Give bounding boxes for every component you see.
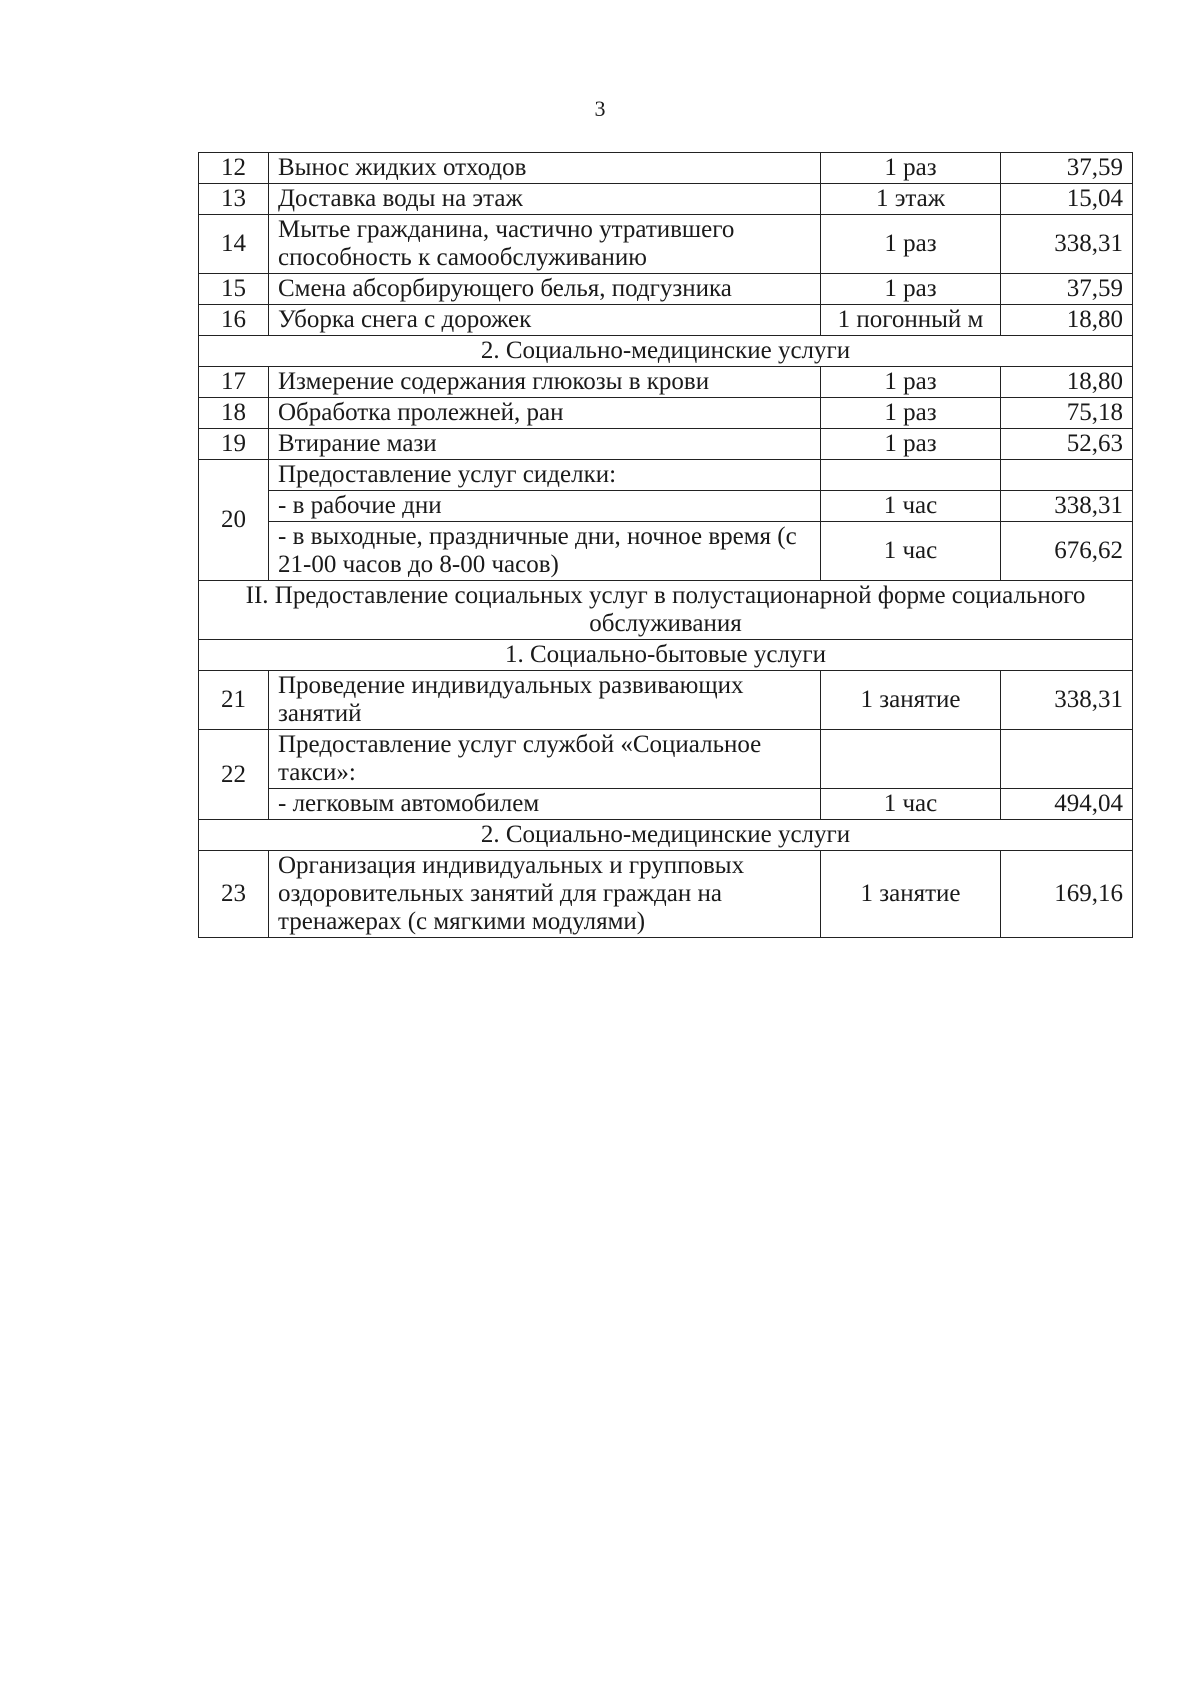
service-name: Предоставление услуг сиделки: — [269, 460, 821, 491]
service-name: Организация индивидуальных и групповых оздоровительных занятий для граждан на тренажерах (с мягкими модулями) — [269, 851, 821, 938]
service-price: 37,59 — [1001, 274, 1133, 305]
unit-of-measure: 1 этаж — [821, 184, 1001, 215]
row-number: 17 — [199, 367, 269, 398]
table-body — [199, 153, 1133, 938]
table-row-subitem — [199, 491, 1133, 522]
service-price: 169,16 — [1001, 851, 1133, 938]
service-price: 37,59 — [1001, 153, 1133, 184]
service-price: 676,62 — [1001, 522, 1133, 581]
section-title: 2. Социально-медицинские услуги — [199, 336, 1133, 367]
row-number: 19 — [199, 429, 269, 460]
section-title: 2. Социально-медицинские услуги — [199, 820, 1133, 851]
table-row-group-header — [199, 460, 1133, 491]
table-row-subitem — [199, 789, 1133, 820]
unit-of-measure: 1 занятие — [821, 671, 1001, 730]
table-row — [199, 184, 1133, 215]
service-subitem-name: - легковым автомобилем — [269, 789, 821, 820]
service-price: 15,04 — [1001, 184, 1133, 215]
row-number: 14 — [199, 215, 269, 274]
unit-of-measure: 1 раз — [821, 429, 1001, 460]
row-number: 18 — [199, 398, 269, 429]
service-name: Проведение индивидуальных развивающих занятий — [269, 671, 821, 730]
service-name: Уборка снега с дорожек — [269, 305, 821, 336]
service-name: Предоставление услуг службой «Социальное такси»: — [269, 730, 821, 789]
unit-of-measure: 1 раз — [821, 153, 1001, 184]
unit-of-measure — [821, 460, 1001, 491]
table-row — [199, 671, 1133, 730]
service-price — [1001, 730, 1133, 789]
service-name: Вынос жидких отходов — [269, 153, 821, 184]
service-subitem-name: - в выходные, праздничные дни, ночное время (с 21-00 часов до 8-00 часов) — [269, 522, 821, 581]
section-header-row — [199, 581, 1133, 640]
page-number: 3 — [594, 96, 606, 121]
service-price: 494,04 — [1001, 789, 1133, 820]
table-row — [199, 851, 1133, 938]
service-price: 338,31 — [1001, 671, 1133, 730]
row-number: 23 — [199, 851, 269, 938]
service-name: Втирание мази — [269, 429, 821, 460]
service-price — [1001, 460, 1133, 491]
unit-of-measure: 1 раз — [821, 215, 1001, 274]
table-row — [199, 215, 1133, 274]
section-title: II. Предоставление социальных услуг в полустационарной форме социального обслуживания — [199, 581, 1133, 640]
table-row — [199, 274, 1133, 305]
unit-of-measure: 1 час — [821, 522, 1001, 581]
row-number: 20 — [199, 460, 269, 581]
row-number: 22 — [199, 730, 269, 820]
row-number: 12 — [199, 153, 269, 184]
unit-of-measure: 1 раз — [821, 367, 1001, 398]
table-row — [199, 153, 1133, 184]
row-number: 15 — [199, 274, 269, 305]
table-row-group-header — [199, 730, 1133, 789]
unit-of-measure: 1 час — [821, 789, 1001, 820]
service-price: 52,63 — [1001, 429, 1133, 460]
section-header-row — [199, 820, 1133, 851]
service-name: Смена абсорбирующего белья, подгузника — [269, 274, 821, 305]
table-row-subitem — [199, 522, 1133, 581]
service-name: Обработка пролежней, ран — [269, 398, 821, 429]
unit-of-measure: 1 раз — [821, 274, 1001, 305]
service-subitem-name: - в рабочие дни — [269, 491, 821, 522]
service-price: 18,80 — [1001, 305, 1133, 336]
section-header-row — [199, 640, 1133, 671]
row-number: 21 — [199, 671, 269, 730]
unit-of-measure — [821, 730, 1001, 789]
table-row — [199, 367, 1133, 398]
unit-of-measure: 1 погонный м — [821, 305, 1001, 336]
table-row — [199, 429, 1133, 460]
table-row — [199, 398, 1133, 429]
service-price: 338,31 — [1001, 215, 1133, 274]
service-name: Мытье гражданина, частично утратившего способность к самообслуживанию — [269, 215, 821, 274]
section-title: 1. Социально-бытовые услуги — [199, 640, 1133, 671]
services-price-table — [198, 152, 1133, 938]
service-name: Доставка воды на этаж — [269, 184, 821, 215]
service-price: 338,31 — [1001, 491, 1133, 522]
unit-of-measure: 1 раз — [821, 398, 1001, 429]
unit-of-measure: 1 занятие — [821, 851, 1001, 938]
service-price: 18,80 — [1001, 367, 1133, 398]
row-number: 16 — [199, 305, 269, 336]
service-price: 75,18 — [1001, 398, 1133, 429]
section-header-row — [199, 336, 1133, 367]
table-row — [199, 305, 1133, 336]
row-number: 13 — [199, 184, 269, 215]
unit-of-measure: 1 час — [821, 491, 1001, 522]
service-name: Измерение содержания глюкозы в крови — [269, 367, 821, 398]
